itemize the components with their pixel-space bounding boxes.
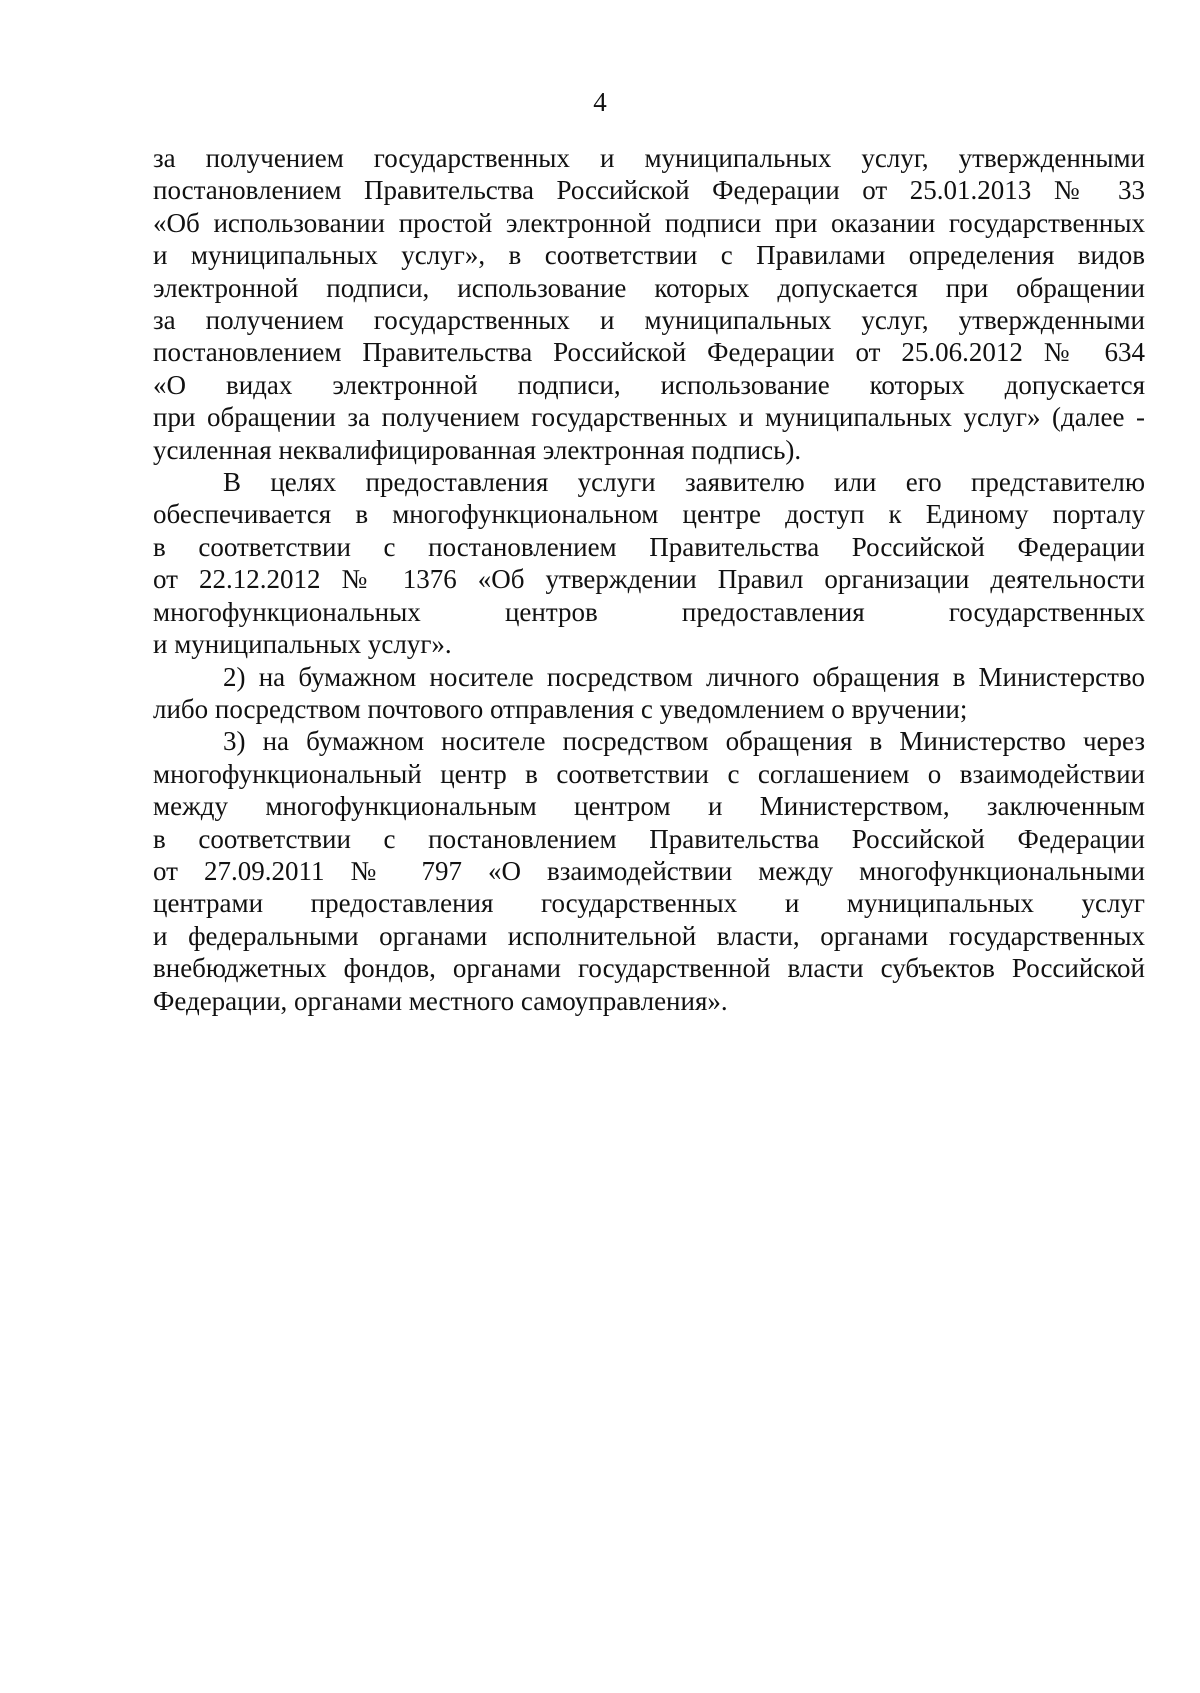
text-line: при обращении за получением государственных и муниципальных услуг» (далее - <box>153 402 1145 433</box>
text-line: Федерации, органами местного самоуправления». <box>153 985 728 1016</box>
text-line: в соответствии с постановлением Правительства Российской Федерации <box>153 531 1145 562</box>
text-line: за получением государственных и муниципальных услуг, утвержденными <box>153 143 1145 173</box>
text-line: электронной подписи, использование которых допускается при обращении <box>153 272 1145 303</box>
text-line: в соответствии с постановлением Правительства Российской Федерации <box>153 823 1145 854</box>
text-line: от 22.12.2012 № 1376 «Об утверждении Правил организации деятельности <box>153 564 1145 595</box>
text-line: между многофункциональным центром и Министерством, заключенным <box>153 791 1145 822</box>
document-body <box>153 142 1145 1017</box>
text-line: либо посредством почтового отправления с уведомлением о вручении; <box>153 693 968 724</box>
text-line: и муниципальных услуг». <box>153 629 452 660</box>
text-line: усиленная неквалифицированная электронная подпись). <box>153 434 802 465</box>
text-line: 2) на бумажном носителе посредством личного обращения в Министерство <box>223 661 1145 692</box>
text-line: и муниципальных услуг», в соответствии с Правилами определения видов <box>153 240 1145 271</box>
text-line: внебюджетных фондов, органами государственной власти субъектов Российской <box>153 953 1145 984</box>
text-line: «О видах электронной подписи, использование которых допускается <box>153 369 1145 400</box>
text-line: многофункциональный центр в соответствии с соглашением о взаимодействии <box>153 758 1145 789</box>
text-line: 3) на бумажном носителе посредством обращения в Министерство через <box>223 726 1145 757</box>
page-number: 4 <box>593 87 607 117</box>
text-line: В целях предоставления услуги заявителю или его представителю <box>223 467 1145 498</box>
text-line: центрами предоставления государственных и муниципальных услуг <box>153 888 1145 919</box>
text-line: многофункциональных центров предоставления государственных <box>153 596 1145 627</box>
text-line: за получением государственных и муниципальных услуг, утвержденными <box>153 305 1145 336</box>
text-line: постановлением Правительства Российской Федерации от 25.06.2012 № 634 <box>153 337 1145 368</box>
text-line: обеспечивается в многофункциональном центре доступ к Единому порталу <box>153 499 1145 530</box>
text-line: «Об использовании простой электронной подписи при оказании государственных <box>153 207 1145 238</box>
text-line: постановлением Правительства Российской Федерации от 25.01.2013 № 33 <box>153 175 1145 206</box>
text-line: и федеральными органами исполнительной власти, органами государственных <box>153 920 1145 951</box>
text-line: от 27.09.2011 № 797 «О взаимодействии между многофункциональными <box>153 855 1145 886</box>
